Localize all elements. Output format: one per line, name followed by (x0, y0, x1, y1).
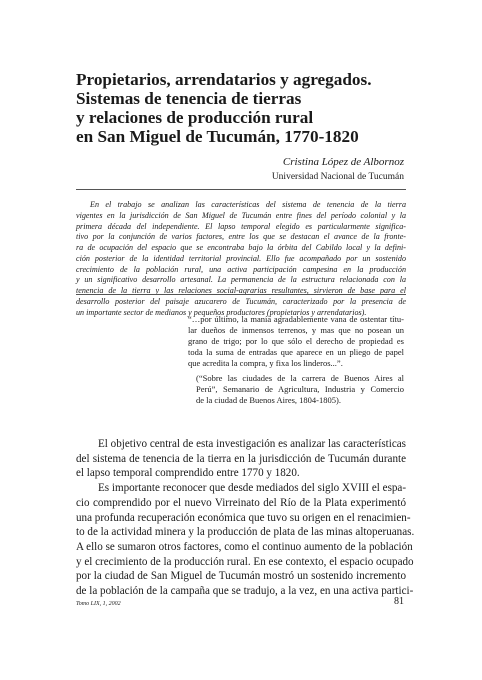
body-line: Es importante reconocer que desde mediados del siglo XVIII el espa- (98, 482, 407, 495)
epigraph-source (196, 373, 404, 406)
abstract (76, 200, 406, 318)
title-line: en San Miguel de Tucumán, 1770-1820 (76, 127, 359, 146)
body-text (76, 437, 415, 599)
abstract-bottom-rule (76, 294, 406, 295)
body-line: el lapso temporal comprendido entre 1770 y 1820. (76, 467, 300, 480)
epigraph-quote (188, 314, 404, 369)
abstract-line: primera década del independiente. El lapso temporal elegido es particularmente significa- (76, 221, 406, 231)
epigraph-line: “…por último, la manía agradablemente vana de ostentar títu- (188, 314, 404, 324)
body-line: del sistema de tenencia de la tierra en la jurisdicción de Tucumán durante (76, 452, 406, 465)
abstract-top-rule (76, 189, 406, 190)
abstract-line: ra de ocupación del espacio que se encontraba bajo la órbita del Cabildo local y la defini- (76, 243, 406, 252)
article-title (76, 70, 416, 146)
title-line: Propietarios, arrendatarios y agregados. (76, 70, 372, 89)
author-name: Cristina López de Albornoz (282, 156, 404, 168)
epigraph-line: grano de trigo; por lo que sólo el derecho de propiedad es (188, 336, 404, 346)
author-affiliation: Universidad Nacional de Tucumán (271, 172, 404, 182)
title-line: y relaciones de producción rural (76, 108, 314, 127)
body-line: El objetivo central de esta investigación es analizar las características (98, 438, 406, 450)
abstract-line: crecimiento de la población rural, una activa participación campesina en la producción (76, 264, 406, 274)
page-number: 81 (394, 596, 404, 607)
epigraph-source-line: de la ciudad de Buenos Aires, 1804-1805). (196, 395, 341, 405)
title-line: Sistemas de tenencia de tierras (76, 89, 302, 108)
abstract-line: En el trabajo se analizan las características del sistema de tenencia de la tierra (90, 200, 406, 209)
body-line: por la ciudad de San Miguel de Tucumán mostró un sostenido incremento (76, 570, 406, 583)
journal-footer: Tomo LIX, 1, 2002 (76, 601, 121, 607)
abstract-line: un importante sector de medianos y pequeños productores (propietarios y arrendatarios). (76, 307, 367, 317)
body-line: to de la actividad minera y la producción de plata de las minas altoperuanas. (76, 526, 415, 539)
abstract-line: y un significativo desarrollo artesanal. La permanencia de la estructura relacionada con la (76, 275, 406, 285)
abstract-line: vigentes en la jurisdicción de San Miguel de Tucumán entre fines del período colonial y la (76, 210, 406, 220)
body-line: de la población de la campaña que se tradujo, a la vez, en una activa partici- (76, 585, 414, 598)
abstract-line: desarrollo posterior del paisaje azucarero de Tucumán, caracterizado por la presencia de (76, 296, 406, 306)
body-line: y el crecimiento de la producción rural. En ese contexto, el espacio ocupado (76, 555, 414, 568)
abstract-line: tivo por la conjunción de varios factores, entre los que se destacan el avance de la fronte- (76, 232, 406, 242)
abstract-line: tenencia de la tierra y las relaciones social-agrarias resultantes, sirvieron de base para el (76, 286, 406, 295)
body-line: cio comprendido por el nuevo Virreinato del Río de la Plata experimentó (76, 496, 406, 509)
abstract-line: ción posterior de la identidad territorial provincial. Ello fue acompañado por un sostenido (76, 253, 406, 263)
epigraph-line: lar dueños de inmensos terrenos, y mas que no posean un (188, 325, 404, 335)
epigraph-source-line: Perú”, Semanario de Agricultura, Industria y Comercio (196, 384, 404, 394)
epigraph-source-line: (“Sobre las ciudades de la carrera de Buenos Aires al (196, 373, 404, 383)
body-line: A ello se sumaron otros factores, como el continuo aumento de la población (76, 540, 413, 553)
epigraph-line: que acredita la compra, y fixa los linderos...”. (188, 358, 343, 368)
body-line: una profunda recuperación económica que tuvo su origen en el renacimien- (76, 511, 411, 524)
epigraph-line: toda la suma de entradas que aparece en un pliego de papel (188, 347, 404, 357)
